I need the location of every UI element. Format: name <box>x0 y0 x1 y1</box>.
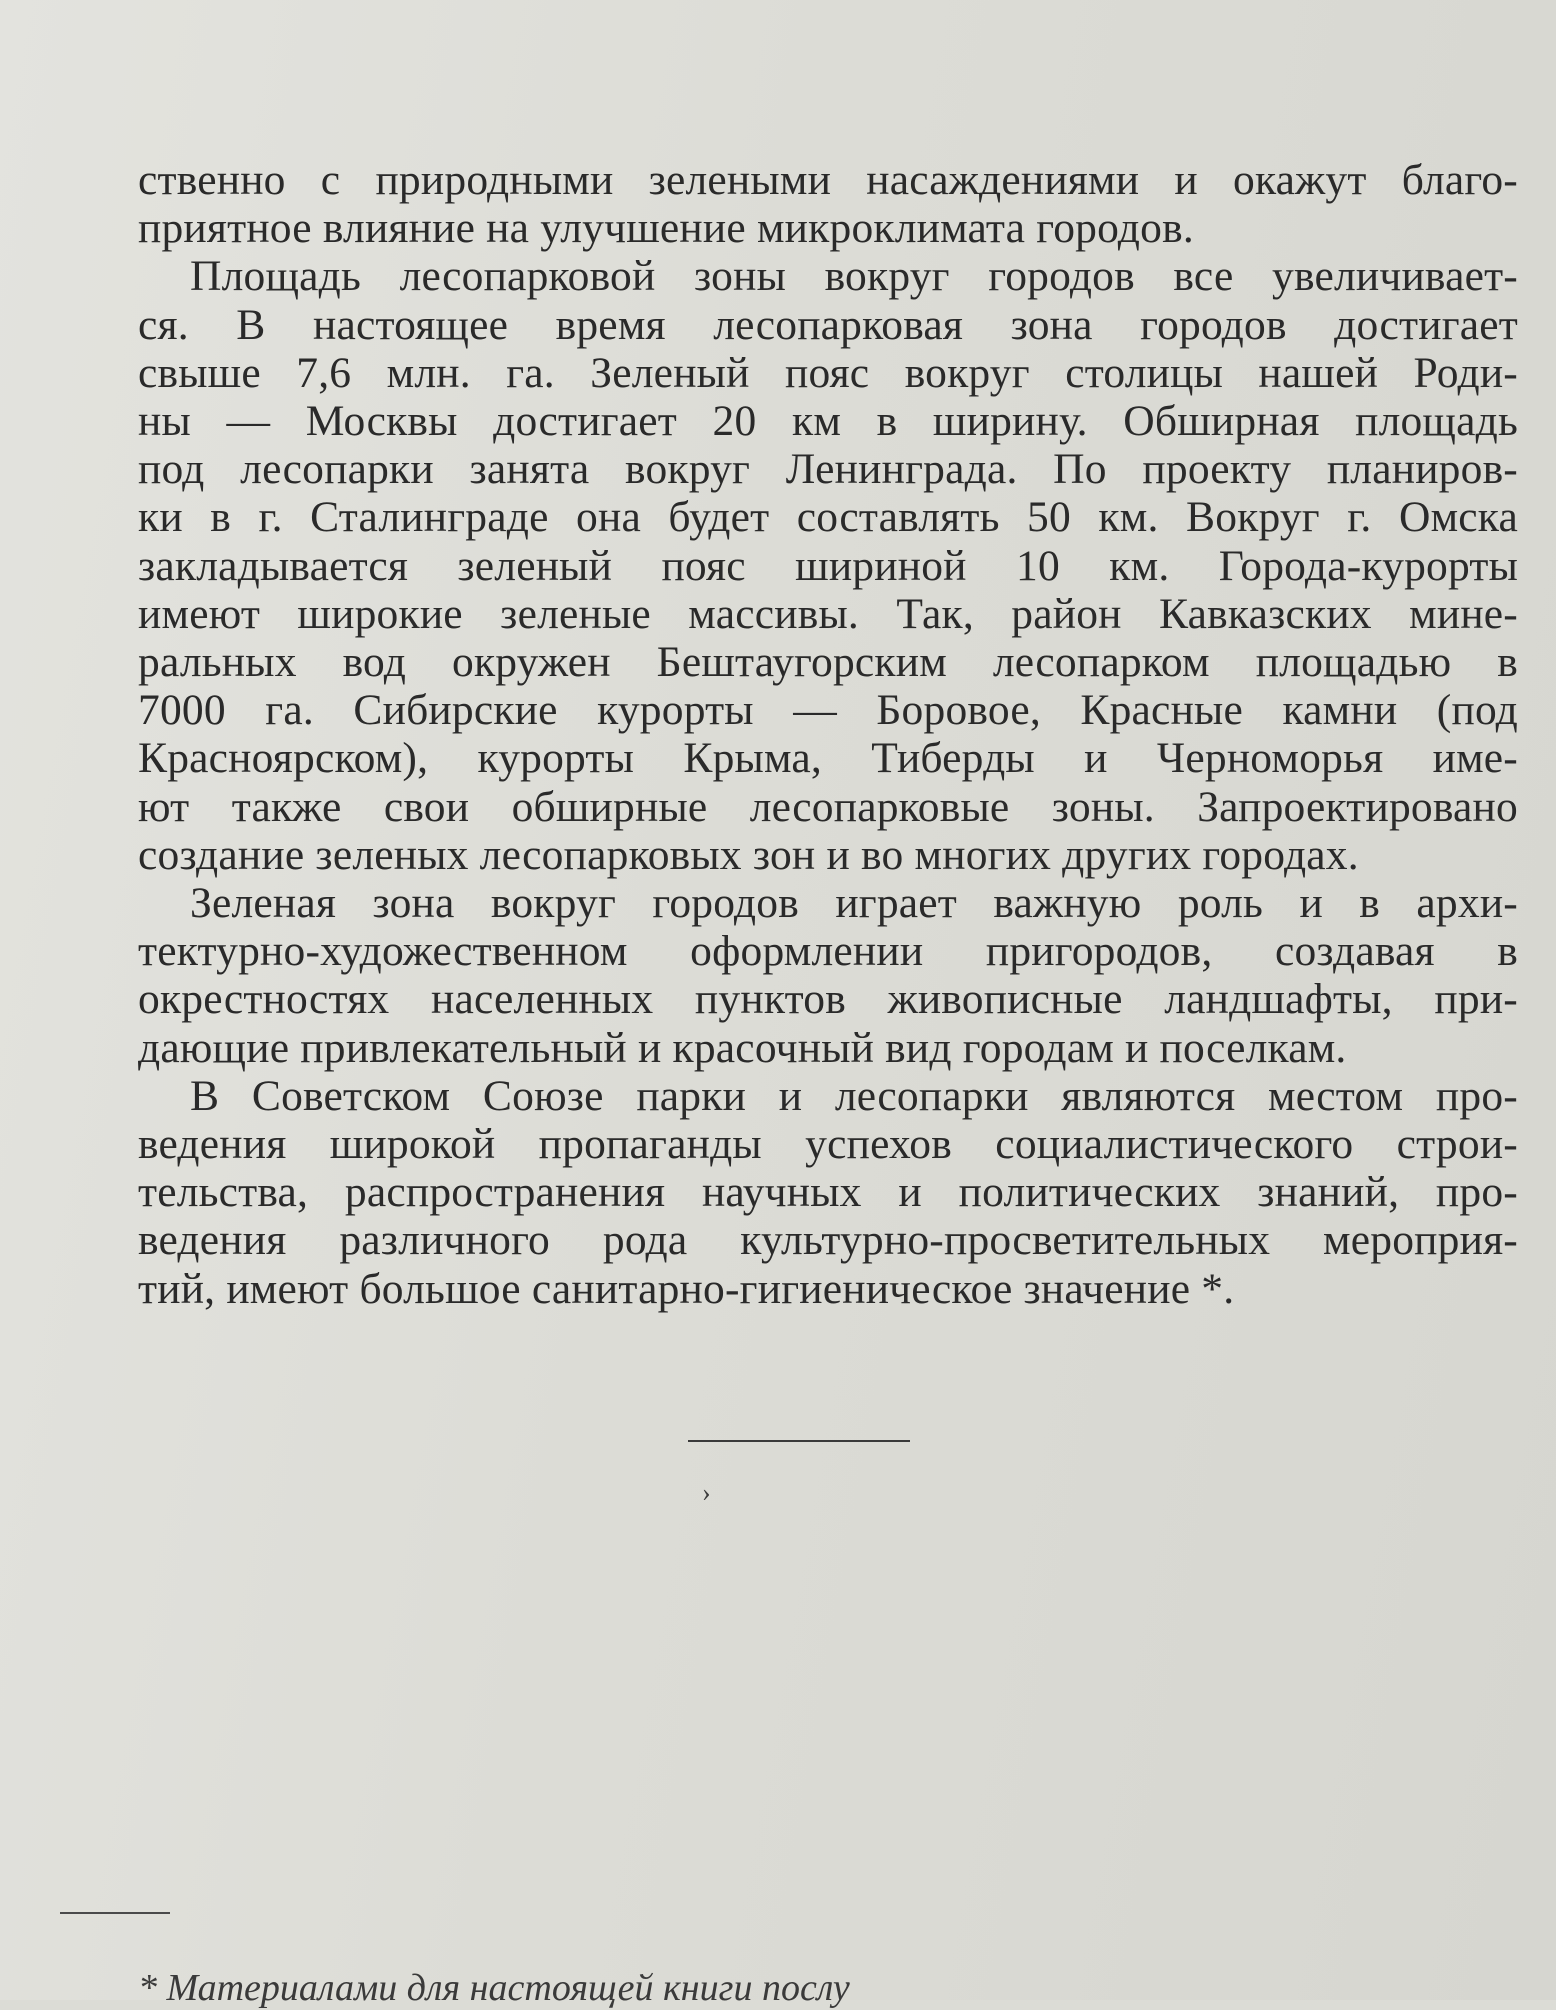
section-end-rule <box>688 1440 910 1442</box>
text-line: тий, имеют большое санитарно-гигиеническое значение *. <box>138 1264 1235 1313</box>
print-speck: › <box>702 1478 711 1507</box>
paragraph-2 <box>138 252 1518 879</box>
text-line: дающие привлекательный и красочный вид городам и поселкам. <box>138 1023 1347 1072</box>
text-line: ся. В настоящее время лесопарковая зона городов достигает <box>138 300 1518 349</box>
text-line: ют также свои обширные лесопарковые зоны. Запроектировано <box>138 782 1518 831</box>
text-line: тектурно-художественном оформлении пригородов, создавая в <box>138 927 1518 976</box>
text-line: закладывается зеленый пояс шириной 10 км. Города-курорты <box>138 541 1518 590</box>
text-line: имеют широкие зеленые массивы. Так, район Кавказских мине- <box>138 589 1518 638</box>
text-line: ственно с природными зелеными насаждениями и окажут благо- <box>138 156 1518 204</box>
paragraph-3 <box>138 879 1518 1072</box>
text-line: под лесопарки занята вокруг Ленинграда. По проекту планиров- <box>138 445 1518 494</box>
text-line: ральных вод окружен Бештаугорским лесопарком площадью в <box>138 638 1518 687</box>
paragraph-4 <box>138 1072 1518 1313</box>
text-line: ки в г. Сталинграде она будет составлять 50 км. Вокруг г. Омска <box>138 493 1518 542</box>
text-line: 7000 га. Сибирские курорты — Боровое, Красные камни (под <box>138 686 1518 735</box>
text-line: В Советском Союзе парки и лесопарки являются местом про- <box>190 1071 1518 1120</box>
text-line: Зеленая зона вокруг городов играет важную роль и в архи- <box>190 879 1518 928</box>
text-line: создание зеленых лесопарковых зон и во многих других городах. <box>138 830 1359 879</box>
text-line: Красноярском), курорты Крыма, Тиберды и Черноморья име- <box>138 734 1518 783</box>
text-line: ны — Москвы достигает 20 км в ширину. Обширная площадь <box>138 397 1518 446</box>
footnote-text: * Материалами для настоящей книги послу <box>138 1967 850 2009</box>
paragraph-1 <box>138 156 1518 252</box>
text-line: ведения различного рода культурно-просветительных мероприя- <box>138 1216 1518 1265</box>
body-text <box>138 156 1518 1313</box>
text-line: окрестностях населенных пунктов живописные ландшафты, при- <box>138 975 1518 1024</box>
text-line: тельства, распространения научных и политических знаний, про- <box>138 1168 1518 1217</box>
footnote-rule <box>60 1912 170 1914</box>
text-line: ведения широкой пропаганды успехов социалистического строи- <box>138 1120 1518 1169</box>
text-line: свыше 7,6 млн. га. Зеленый пояс вокруг столицы нашей Роди- <box>138 348 1518 397</box>
text-line: Площадь лесопарковой зоны вокруг городов все увеличивает- <box>190 252 1518 301</box>
text-line: приятное влияние на улучшение микроклимата городов. <box>138 204 1194 253</box>
